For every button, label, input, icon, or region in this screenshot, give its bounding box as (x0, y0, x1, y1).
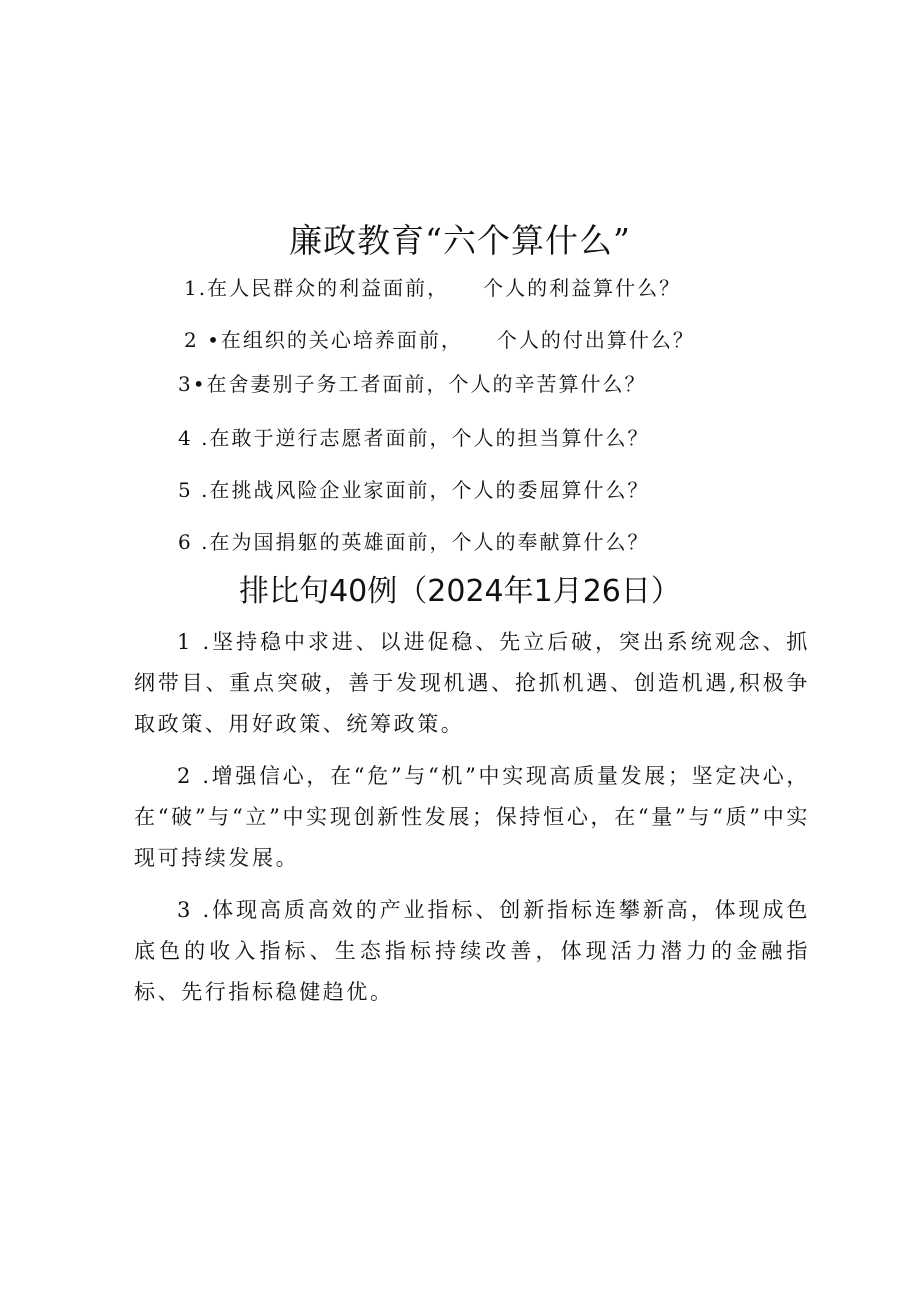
list-item-number: 3• (178, 372, 207, 396)
list-item-4 (178, 422, 649, 451)
list-item-text: 在挑战风险企业家面前，个人的委屈算什么？ (209, 478, 650, 502)
list-item-5 (178, 474, 649, 503)
section1-title: 廉政教育“六个算什么” (289, 221, 631, 260)
list-item-number: 2 • (184, 328, 221, 352)
list-item-text-second: 个人的付出算什么？ (496, 328, 695, 352)
list-item-2 (184, 324, 695, 353)
list-item-1 (184, 272, 681, 301)
list-item-text-first: 在组织的关心培养面前， (220, 328, 463, 352)
list-item-text-second: 个人的利益算什么？ (483, 276, 682, 300)
paragraph-3: 3 .体现高质高效的产业指标、创新指标连攀新高，体现成色底色的收入指标、生态指标持续改善，体现活力潜力的金融指标、先行指标稳健趋优。 (134, 898, 810, 1004)
list-item-3 (178, 368, 647, 397)
list-item-text: 在敢于逆行志愿者面前，个人的担当算什么？ (209, 426, 650, 450)
paragraph-1: 1 .坚持稳中求进、以进促稳、先立后破，突出系统观念、抓纲带目、重点突破，善于发现机遇、抢抓机遇、创造机遇,积极争取政策、用好政策、统筹政策。 (134, 630, 810, 736)
list-item-text-first: 在人民群众的利益面前， (207, 276, 450, 300)
list-item-text: 在舍妻别子务工者面前，个人的辛苦算什么？ (206, 372, 647, 396)
section2-title: 排比句40例（2024年1月26日） (239, 574, 681, 609)
list-item-number: 6 . (178, 530, 210, 554)
list-item-text: 在为国捐躯的英雄面前，个人的奉献算什么？ (209, 530, 650, 554)
paragraph-2: 2 .增强信心，在“危”与“机”中实现高质量发展；坚定决心，在“破”与“立”中实现创新性发展；保持恒心，在“量”与“质”中实现可持续发展。 (134, 764, 810, 870)
list-item-number: 4 . (178, 426, 210, 450)
list-item-6 (178, 526, 649, 555)
list-item-number: 1. (184, 276, 208, 300)
list-item-number: 5 . (178, 478, 210, 502)
